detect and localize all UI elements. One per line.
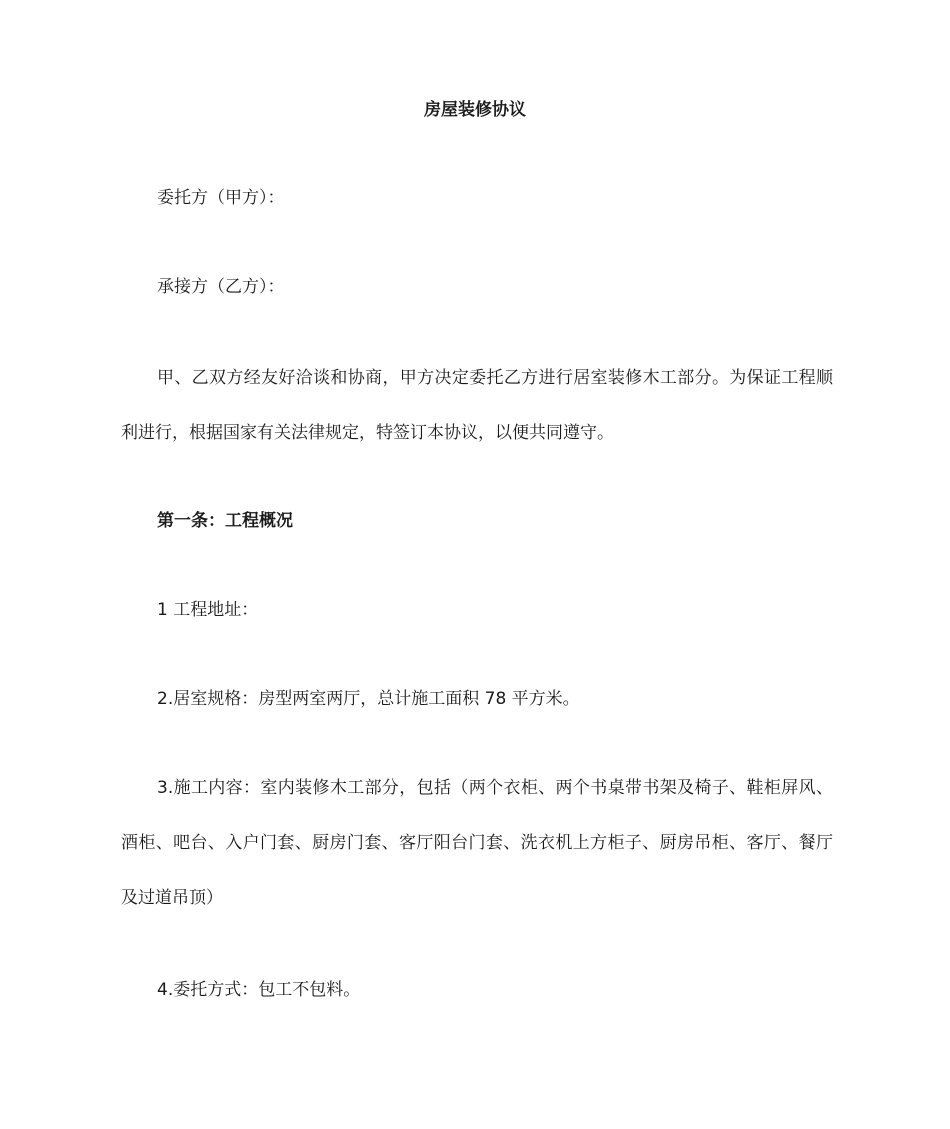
party-b-line: 承接方（乙方）： bbox=[157, 277, 285, 297]
item-1-address: 1 工程地址： bbox=[157, 600, 259, 620]
intro-paragraph: 甲、乙双方经友好洽谈和协商，甲方决定委托乙方进行居室装修木工部分。为保证工程顺利进行，根据国家有关法律规定，特签订本协议，以便共同遵守。 bbox=[121, 368, 833, 443]
item-4-method: 4.委托方式：包工不包料。 bbox=[157, 980, 361, 1000]
document-title: 房屋装修协议 bbox=[424, 100, 526, 120]
article-1-heading: 第一条：工程概况 bbox=[157, 511, 293, 531]
item-2-specs: 2.居室规格：房型两室两厅，总计施工面积 78 平方米。 bbox=[157, 689, 580, 709]
item-3-content: 3.施工内容：室内装修木工部分，包括（两个衣柜、两个书桌带书架及椅子、鞋柜屏风、酒柜、吧台、入户门套、厨房门套、客厅阳台门套、洗衣机上方柜子、厨房吊柜、客厅、餐厅及过道吊顶） bbox=[121, 778, 833, 908]
party-a-line: 委托方（甲方）： bbox=[157, 188, 285, 208]
